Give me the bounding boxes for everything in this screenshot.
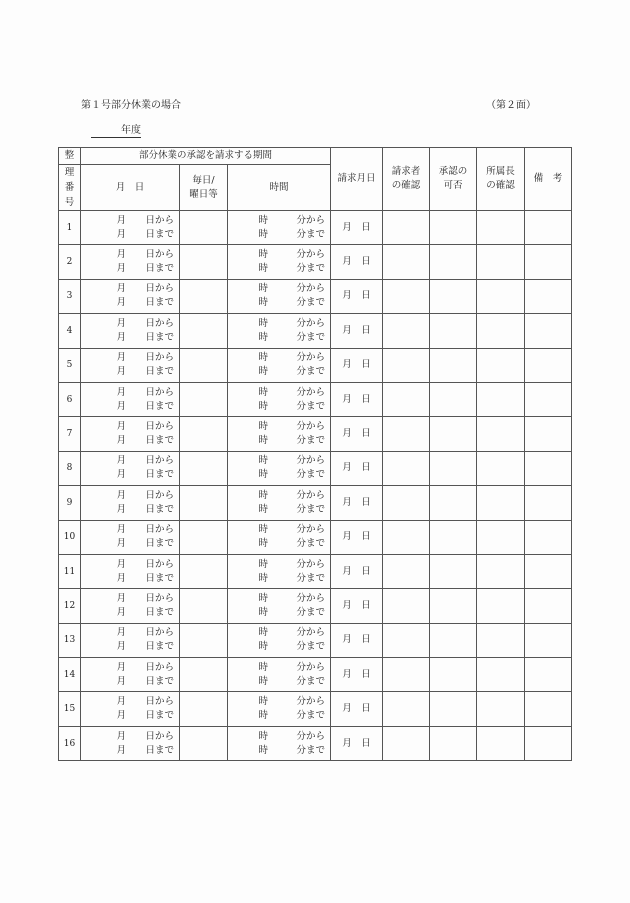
daily-cell[interactable] <box>180 382 228 416</box>
chief-confirm-cell[interactable] <box>477 211 525 245</box>
approval-cell[interactable] <box>430 726 477 760</box>
time-cell[interactable]: 時 分から 時 分まで <box>228 382 331 416</box>
header-approval: 承認の 可否 <box>430 148 477 211</box>
requester-confirm-cell[interactable] <box>383 314 430 348</box>
remarks-cell[interactable] <box>525 520 572 554</box>
request-table <box>58 147 572 761</box>
time-cell[interactable]: 時 分から 時 分まで <box>228 726 331 760</box>
remarks-cell[interactable] <box>525 486 572 520</box>
time-cell[interactable]: 時 分から 時 分まで <box>228 623 331 657</box>
header-chief-confirm: 所属長 の確認 <box>477 148 525 211</box>
remarks-cell[interactable] <box>525 554 572 588</box>
table-row <box>59 245 572 279</box>
header-requester-confirm: 請求者 の確認 <box>383 148 430 211</box>
daily-cell[interactable] <box>180 279 228 313</box>
row-number: 10 <box>59 520 81 554</box>
chief-confirm-cell[interactable] <box>477 554 525 588</box>
approval-cell[interactable] <box>430 382 477 416</box>
row-number: 4 <box>59 314 81 348</box>
table-row <box>59 486 572 520</box>
table-row <box>59 279 572 313</box>
chief-confirm-cell[interactable] <box>477 279 525 313</box>
request-date-cell[interactable]: 月 日 <box>331 279 383 313</box>
daily-cell[interactable] <box>180 451 228 485</box>
month-day-cell[interactable]: 月 日から 月 日まで <box>81 658 180 692</box>
daily-cell[interactable] <box>180 692 228 726</box>
month-day-cell[interactable]: 月 日から 月 日まで <box>81 451 180 485</box>
requester-confirm-cell[interactable] <box>383 279 430 313</box>
header-number-1: 整 <box>59 148 81 165</box>
chief-confirm-cell[interactable] <box>477 486 525 520</box>
time-cell[interactable]: 時 分から 時 分まで <box>228 692 331 726</box>
row-number: 5 <box>59 348 81 382</box>
daily-cell[interactable] <box>180 245 228 279</box>
remarks-cell[interactable] <box>525 211 572 245</box>
daily-cell[interactable] <box>180 348 228 382</box>
table-row <box>59 417 572 451</box>
time-cell[interactable]: 時 分から 時 分まで <box>228 486 331 520</box>
row-number: 11 <box>59 554 81 588</box>
approval-cell[interactable] <box>430 245 477 279</box>
time-cell[interactable]: 時 分から 時 分まで <box>228 314 331 348</box>
month-day-cell[interactable]: 月 日から 月 日まで <box>81 589 180 623</box>
daily-cell[interactable] <box>180 589 228 623</box>
approval-cell[interactable] <box>430 279 477 313</box>
chief-confirm-cell[interactable] <box>477 382 525 416</box>
daily-cell[interactable] <box>180 417 228 451</box>
month-day-cell[interactable]: 月 日から 月 日まで <box>81 348 180 382</box>
header-remarks: 備 考 <box>525 148 572 211</box>
approval-cell[interactable] <box>430 554 477 588</box>
table-row <box>59 211 572 245</box>
request-date-cell[interactable]: 月 日 <box>331 554 383 588</box>
time-cell[interactable]: 時 分から 時 分まで <box>228 589 331 623</box>
approval-cell[interactable] <box>430 348 477 382</box>
remarks-cell[interactable] <box>525 348 572 382</box>
chief-confirm-cell[interactable] <box>477 348 525 382</box>
month-day-cell[interactable]: 月 日から 月 日まで <box>81 314 180 348</box>
remarks-cell[interactable] <box>525 726 572 760</box>
table-row <box>59 348 572 382</box>
requester-confirm-cell[interactable] <box>383 692 430 726</box>
time-cell[interactable]: 時 分から 時 分まで <box>228 520 331 554</box>
approval-cell[interactable] <box>430 520 477 554</box>
month-day-cell[interactable]: 月 日から 月 日まで <box>81 726 180 760</box>
request-date-cell[interactable]: 月 日 <box>331 211 383 245</box>
approval-cell[interactable] <box>430 658 477 692</box>
remarks-cell[interactable] <box>525 623 572 657</box>
daily-cell[interactable] <box>180 486 228 520</box>
header-daily: 毎日/ 曜日等 <box>180 165 228 211</box>
row-number: 2 <box>59 245 81 279</box>
requester-confirm-cell[interactable] <box>383 554 430 588</box>
approval-cell[interactable] <box>430 623 477 657</box>
header-month-day: 月 日 <box>81 165 180 211</box>
daily-cell[interactable] <box>180 520 228 554</box>
remarks-cell[interactable] <box>525 692 572 726</box>
month-day-cell[interactable]: 月 日から 月 日まで <box>81 211 180 245</box>
remarks-cell[interactable] <box>525 382 572 416</box>
table-row <box>59 314 572 348</box>
row-number: 14 <box>59 658 81 692</box>
page-number: （第２面） <box>486 100 536 111</box>
chief-confirm-cell[interactable] <box>477 417 525 451</box>
chief-confirm-cell[interactable] <box>477 314 525 348</box>
row-number: 13 <box>59 623 81 657</box>
remarks-cell[interactable] <box>525 279 572 313</box>
remarks-cell[interactable] <box>525 658 572 692</box>
requester-confirm-cell[interactable] <box>383 623 430 657</box>
fiscal-year-field[interactable]: 年度 <box>91 124 141 138</box>
table-row <box>59 658 572 692</box>
month-day-cell[interactable]: 月 日から 月 日まで <box>81 692 180 726</box>
time-cell[interactable]: 時 分から 時 分まで <box>228 279 331 313</box>
request-date-cell[interactable]: 月 日 <box>331 348 383 382</box>
table-row <box>59 554 572 588</box>
requester-confirm-cell[interactable] <box>383 486 430 520</box>
month-day-cell[interactable]: 月 日から 月 日まで <box>81 486 180 520</box>
request-date-cell[interactable]: 月 日 <box>331 314 383 348</box>
requester-confirm-cell[interactable] <box>383 211 430 245</box>
approval-cell[interactable] <box>430 451 477 485</box>
table-row <box>59 623 572 657</box>
chief-confirm-cell[interactable] <box>477 520 525 554</box>
chief-confirm-cell[interactable] <box>477 451 525 485</box>
row-number: 1 <box>59 211 81 245</box>
requester-confirm-cell[interactable] <box>383 245 430 279</box>
request-date-cell[interactable]: 月 日 <box>331 658 383 692</box>
remarks-cell[interactable] <box>525 314 572 348</box>
approval-cell[interactable] <box>430 417 477 451</box>
requester-confirm-cell[interactable] <box>383 417 430 451</box>
requester-confirm-cell[interactable] <box>383 451 430 485</box>
chief-confirm-cell[interactable] <box>477 623 525 657</box>
time-cell[interactable]: 時 分から 時 分まで <box>228 348 331 382</box>
remarks-cell[interactable] <box>525 451 572 485</box>
row-number: 7 <box>59 417 81 451</box>
row-number: 9 <box>59 486 81 520</box>
chief-confirm-cell[interactable] <box>477 692 525 726</box>
month-day-cell[interactable]: 月 日から 月 日まで <box>81 245 180 279</box>
table-row <box>59 589 572 623</box>
request-date-cell[interactable]: 月 日 <box>331 692 383 726</box>
table-row <box>59 382 572 416</box>
row-number: 16 <box>59 726 81 760</box>
request-date-cell[interactable]: 月 日 <box>331 417 383 451</box>
requester-confirm-cell[interactable] <box>383 348 430 382</box>
row-number: 8 <box>59 451 81 485</box>
request-date-cell[interactable]: 月 日 <box>331 623 383 657</box>
approval-cell[interactable] <box>430 692 477 726</box>
daily-cell[interactable] <box>180 623 228 657</box>
time-cell[interactable]: 時 分から 時 分まで <box>228 417 331 451</box>
header-period-group: 部分休業の承認を請求する期間 <box>81 148 331 165</box>
header-request-date: 請求月日 <box>331 148 383 211</box>
month-day-cell[interactable]: 月 日から 月 日まで <box>81 623 180 657</box>
approval-cell[interactable] <box>430 486 477 520</box>
month-day-cell[interactable]: 月 日から 月 日まで <box>81 382 180 416</box>
time-cell[interactable]: 時 分から 時 分まで <box>228 554 331 588</box>
time-cell[interactable]: 時 分から 時 分まで <box>228 451 331 485</box>
remarks-cell[interactable] <box>525 589 572 623</box>
table-row <box>59 520 572 554</box>
daily-cell[interactable] <box>180 211 228 245</box>
table-row <box>59 726 572 760</box>
daily-cell[interactable] <box>180 726 228 760</box>
chief-confirm-cell[interactable] <box>477 245 525 279</box>
requester-confirm-cell[interactable] <box>383 658 430 692</box>
daily-cell[interactable] <box>180 554 228 588</box>
time-cell[interactable]: 時 分から 時 分まで <box>228 658 331 692</box>
approval-cell[interactable] <box>430 314 477 348</box>
remarks-cell[interactable] <box>525 245 572 279</box>
request-date-cell[interactable]: 月 日 <box>331 382 383 416</box>
table-row <box>59 692 572 726</box>
table-row <box>59 451 572 485</box>
row-number: 15 <box>59 692 81 726</box>
row-number: 12 <box>59 589 81 623</box>
request-date-cell[interactable]: 月 日 <box>331 486 383 520</box>
month-day-cell[interactable]: 月 日から 月 日まで <box>81 520 180 554</box>
request-date-cell[interactable]: 月 日 <box>331 451 383 485</box>
header-number-rest: 理 番 号 <box>59 165 81 211</box>
request-date-cell[interactable]: 月 日 <box>331 245 383 279</box>
remarks-cell[interactable] <box>525 417 572 451</box>
requester-confirm-cell[interactable] <box>383 520 430 554</box>
time-cell[interactable]: 時 分から 時 分まで <box>228 211 331 245</box>
daily-cell[interactable] <box>180 314 228 348</box>
form-title: 第１号部分休業の場合 <box>81 100 181 111</box>
request-date-cell[interactable]: 月 日 <box>331 520 383 554</box>
chief-confirm-cell[interactable] <box>477 589 525 623</box>
row-number: 6 <box>59 382 81 416</box>
requester-confirm-cell[interactable] <box>383 382 430 416</box>
requester-confirm-cell[interactable] <box>383 589 430 623</box>
request-date-cell[interactable]: 月 日 <box>331 589 383 623</box>
approval-cell[interactable] <box>430 589 477 623</box>
approval-cell[interactable] <box>430 211 477 245</box>
daily-cell[interactable] <box>180 658 228 692</box>
time-cell[interactable]: 時 分から 時 分まで <box>228 245 331 279</box>
chief-confirm-cell[interactable] <box>477 658 525 692</box>
month-day-cell[interactable]: 月 日から 月 日まで <box>81 279 180 313</box>
request-date-cell[interactable]: 月 日 <box>331 726 383 760</box>
row-number: 3 <box>59 279 81 313</box>
month-day-cell[interactable]: 月 日から 月 日まで <box>81 417 180 451</box>
month-day-cell[interactable]: 月 日から 月 日まで <box>81 554 180 588</box>
chief-confirm-cell[interactable] <box>477 726 525 760</box>
requester-confirm-cell[interactable] <box>383 726 430 760</box>
header-time: 時間 <box>228 165 331 211</box>
